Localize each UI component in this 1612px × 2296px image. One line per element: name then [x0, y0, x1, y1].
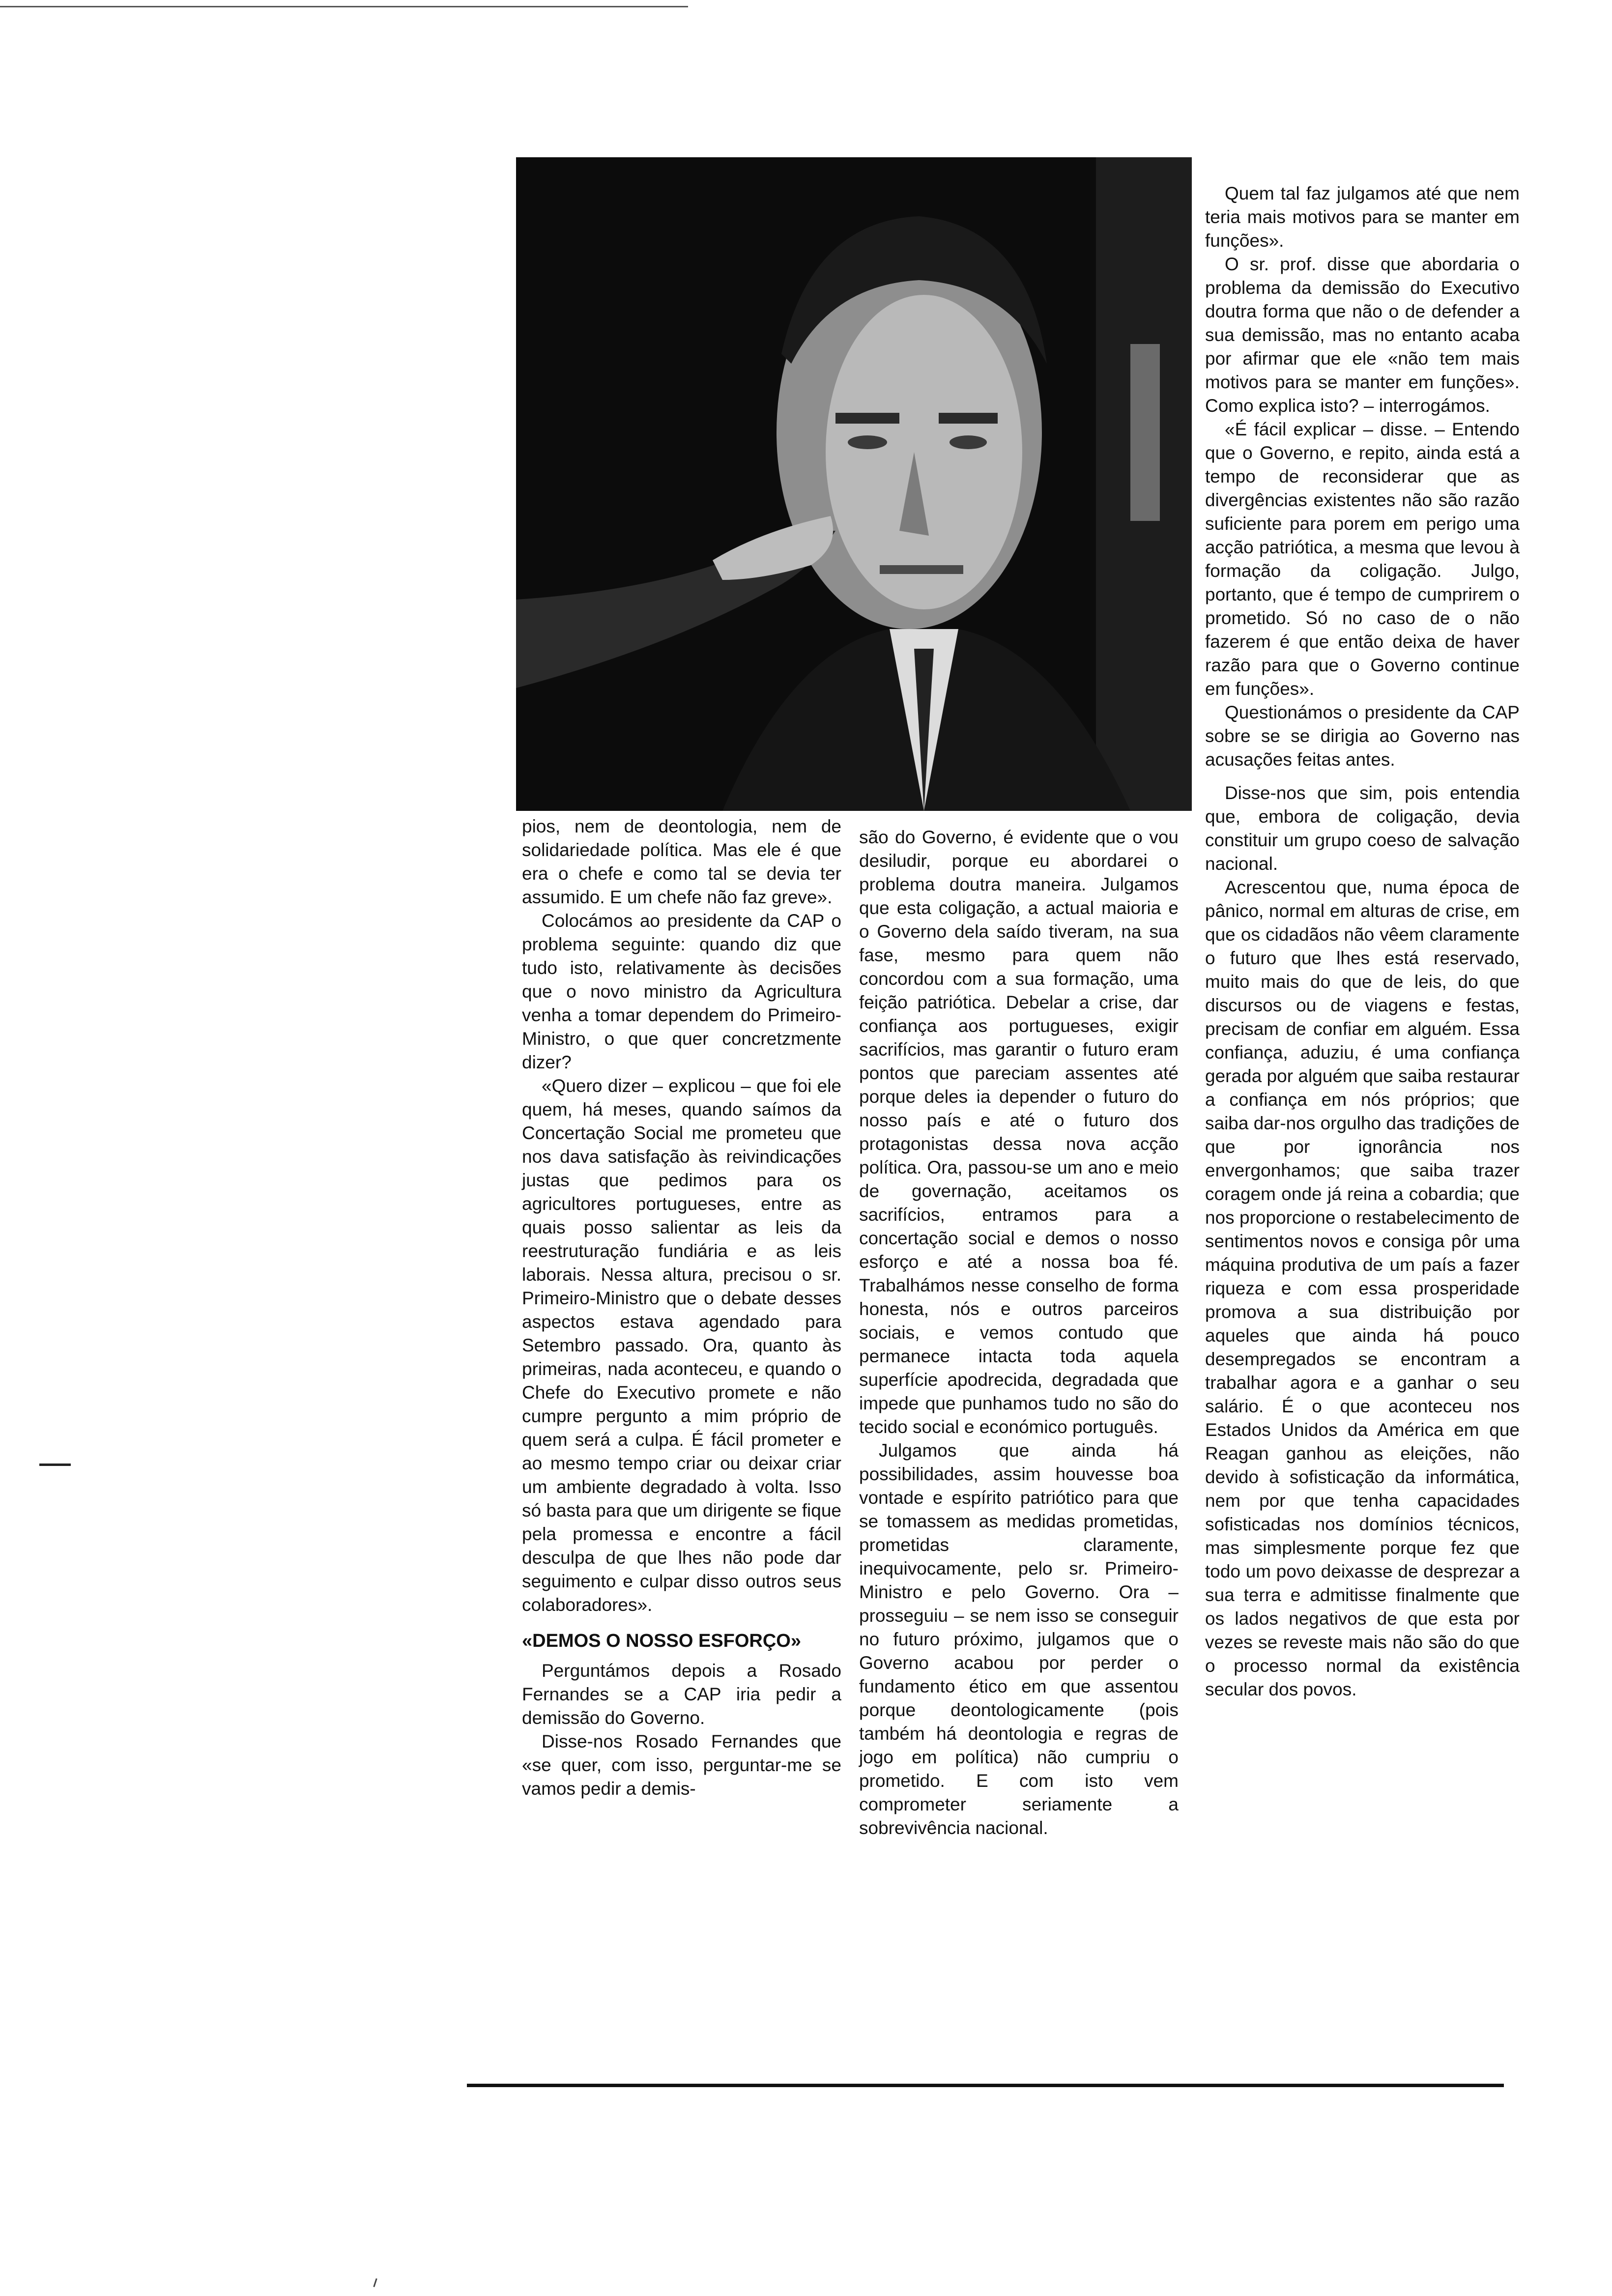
column1-paragraph-5: Disse-nos Rosado Fernandes que «se quer, com isso, perguntar-me se vamos pedir a demis-	[522, 1731, 841, 1799]
portrait-photo-icon	[516, 157, 1192, 811]
bottom-rule	[467, 2084, 1504, 2087]
column3-paragraph-4: Questionámos o presidente da CAP sobre se se dirigia ao Governo nas acusações feitas antes.	[1205, 702, 1520, 770]
margin-mark	[39, 1464, 71, 1466]
column3-paragraph-6: Acrescentou que, numa época de pânico, normal em alturas de crise, em que os cidadãos não vêem claramente o futuro que lhes está reservado, muito mais do que de leis, do que discursos ou de viagens e festas, precisam de confiar em alguém. Essa confiança, aduziu, é uma confiança gerada por alguém que saiba restaurar a confiança em nós próprios; que saiba dar-nos orgulho das tradições de que por ignorância nos envergonhamos; que saiba trazer coragem onde já reina a cobardia; que nos proporcione o restabelecimento de sentimentos novos e consiga pôr uma máquina produtiva de um país a fazer riqueza e com essa prosperidade promova a sua distribuição por aqueles que ainda há pouco desempregados se encontram a trabalhar agora e a ganhar o seu salário. É o que aconteceu nos Estados Unidos da América em que Reagan ganhou as eleições, não devido à sofisticação da informática, nem por que tenha capacidades sofisticadas nos domínios técnicos, mas simplesmente porque fez que todo um povo deixasse de desprezar a sua terra e admitisse finalmente que os lados negativos de que esta por vezes se reveste mais não são do que o processo normal da existência secular dos povos.	[1205, 877, 1520, 1699]
top-rule	[0, 6, 688, 7]
column1-paragraph-2: Colocámos ao presidente da CAP o problema seguinte: quando diz que tudo isto, relativamente às decisões que o novo ministro da Agricultura venha a tomar dependem do Primeiro-Ministro, o que quer concretzmente dizer?	[522, 911, 841, 1072]
column1-paragraph-4: Perguntámos depois a Rosado Fernandes se a CAP iria pedir a demissão do Governo.	[522, 1661, 841, 1728]
column3-paragraph-3: «É fácil explicar – disse. – Entendo que o Governo, e repito, ainda está a tempo de reconsiderar que as divergências existentes não são razão suficiente para porem em perigo uma acção patriótica, a mesma que levou à formação da coligação. Julgo, portanto, que é tempo de cumprirem o prometido. Só no caso de o não fazerem é que então deixa de haver razão para que o Governo continue em funções».	[1205, 419, 1520, 699]
column2-paragraph-1: são do Governo, é evidente que o vou desiludir, porque eu abordarei o problema doutra maneira. Julgamos que esta coligação, a actual maioria e o Governo dela saído tiveram, na sua fase, mesmo para quem não concordou com a sua formação, uma feição patriótica. Debelar a crise, dar confiança aos portugueses, exigir sacrifícios, mas garantir o futuro eram pontos que pareciam assentes até porque deles ia depender o futuro do nosso país e até o futuro dos protagonistas dessa nova acção política. Ora, passou-se um ano e meio de governação, aceitamos os sacrifícios, entramos para a concertação social e demos o nosso esforço e até a nossa boa fé. Trabalhámos nesse conselho de forma honesta, nós e outros parceiros sociais, e vemos contudo que permanece intacta toda aquela superfície apodrecida, degradada que impede que punhamos tudo no são do tecido social e económico português.	[859, 827, 1179, 1437]
subheading: «DEMOS O NOSSO ESFORÇO»	[522, 1631, 801, 1651]
column1-paragraph-1: pios, nem de deontologia, nem de solidariedade política. Mas ele é que era o chefe e como tal se devia ter assumido. E um chefe não faz greve».	[522, 816, 841, 907]
scan-mark	[373, 2278, 377, 2287]
column3-paragraph-1: Quem tal faz julgamos até que nem teria mais motivos para se manter em funções».	[1205, 183, 1520, 251]
article-column-1	[522, 815, 841, 1801]
article-column-3	[1205, 182, 1520, 1701]
column3-paragraph-2: O sr. prof. disse que abordaria o problema da demissão do Executivo doutra forma que não o de defender a sua demissão, mas no entanto acaba por afirmar que ele «não tem mais motivos para se manter em funções». Como explica isto? – interrogámos.	[1205, 254, 1520, 416]
column2-paragraph-2: Julgamos que ainda há possibilidades, assim houvesse boa vontade e espírito patriótico para que se tomassem as medidas prometidas, prometidas claramente, inequivocamente, pelo sr. Primeiro-Ministro e pelo Governo. Ora – prosseguiu – se nem isso se conseguir no futuro próximo, julgamos que o Governo acabou por perder o fundamento ético em que assentou porque deontologicamente (pois também há deontologia e regras de jogo em política) não cumpriu o prometido. E com isto vem comprometer seriamente a sobrevivência nacional.	[859, 1440, 1179, 1838]
column1-paragraph-3: «Quero dizer – explicou – que foi ele quem, há meses, quando saímos da Concertação Social me prometeu que nos dava satisfação às reivindicações justas que pedimos para os agricultores portugueses, entre as quais posso salientar as leis da reestruturação fundiária e as leis laborais. Nessa altura, precisou o sr. Primeiro-Ministro que o debate desses aspectos estava agendado para Setembro passado. Ora, quanto às primeiras, nada aconteceu, e quando o Chefe do Executivo promete e não cumpre pergunto a mim próprio de quem será a culpa. É fácil prometer e ao mesmo tempo criar ou deixar criar um ambiente degradado à volta. Isso só basta para que um dirigente se fique pela promessa e encontre a fácil desculpa de que lhes não pode dar seguimento e culpar disso outros seus colaboradores».	[522, 1076, 841, 1615]
article-column-2	[859, 826, 1179, 1840]
portrait-photo	[516, 157, 1192, 811]
column3-paragraph-5: Disse-nos que sim, pois entendia que, embora de coligação, devia constituir um grupo coeso de salvação nacional.	[1205, 783, 1520, 874]
